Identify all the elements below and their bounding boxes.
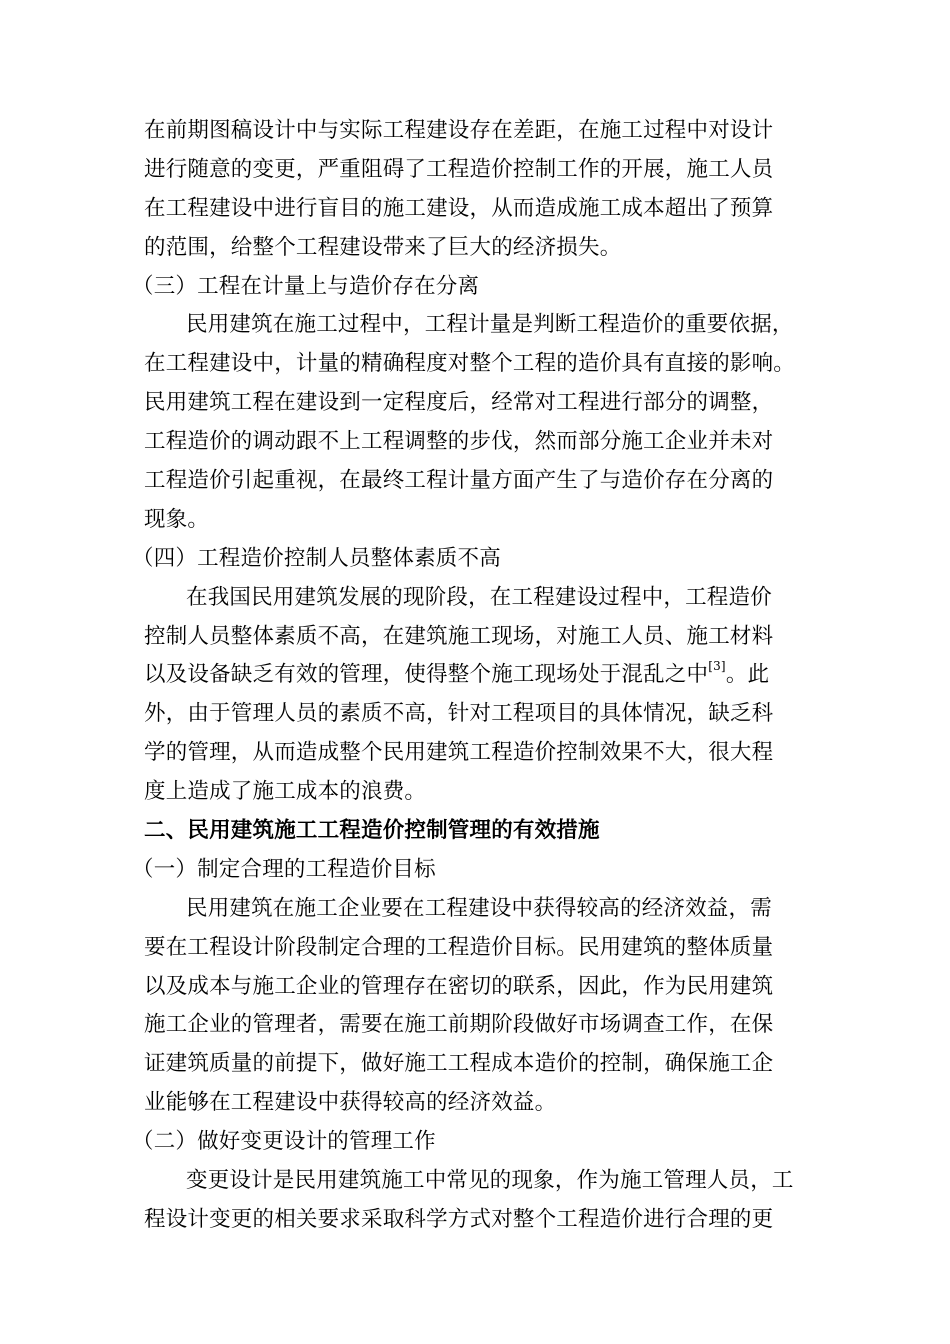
line-text: 在我国民用建筑发展的现阶段，在工程建设过程中，工程造价 [186, 584, 772, 610]
paragraph-line [144, 734, 812, 773]
line-text: 变更设计是民用建筑施工中常见的现象，作为施工管理人员，工 [186, 1168, 794, 1194]
line-text: 度上造成了施工成本的浪费。 [144, 779, 427, 805]
line-text: 以及成本与施工企业的管理存在密切的联系，因此，作为民用建筑 [144, 973, 774, 999]
paragraph-line [144, 151, 812, 190]
section-heading [144, 812, 812, 851]
line-text: 工程造价的调动跟不上工程调整的步伐，然而部分施工企业并未对 [144, 429, 774, 455]
line-text: 进行随意的变更，严重阻碍了工程造价控制工作的开展，施工人员 [144, 156, 774, 182]
line-text: 施工企业的管理者，需要在施工前期阶段做好市场调查工作，在保 [144, 1012, 774, 1038]
line-text: 学的管理，从而造成整个民用建筑工程造价控制效果不大，很大程 [144, 740, 774, 766]
line-text: 在工程建设中，计量的精确程度对整个工程的造价具有直接的影响。 [144, 351, 796, 377]
paragraph-line [144, 423, 812, 462]
paragraph-line [144, 1084, 812, 1123]
subsection-heading [132, 1123, 812, 1162]
subsection-heading [132, 851, 812, 890]
subsection-heading [132, 540, 812, 579]
line-text: （二）做好变更设计的管理工作 [132, 1129, 436, 1155]
subsection-heading [132, 268, 812, 307]
line-text: 控制人员整体素质不高，在建筑施工现场，对施工人员、施工材料 [144, 623, 774, 649]
citation-reference: [3] [708, 659, 726, 674]
line-text: （三）工程在计量上与造价存在分离 [132, 273, 480, 299]
line-text: 外，由于管理人员的素质不高，针对工程项目的具体情况，缺乏科 [144, 701, 774, 727]
line-text: 的范围，给整个工程建设带来了巨大的经济损失。 [144, 234, 622, 260]
paragraph-line [144, 890, 812, 929]
paragraph-line [144, 773, 812, 812]
paragraph-line [144, 190, 812, 229]
line-text: 现象。 [144, 506, 210, 532]
paragraph-line [144, 1162, 812, 1201]
paragraph-line [144, 229, 812, 268]
line-text: （四）工程造价控制人员整体素质不高 [132, 545, 501, 571]
paragraph-line [144, 656, 812, 695]
line-text: 民用建筑工程在建设到一定程度后，经常对工程进行部分的调整， [144, 390, 774, 416]
line-text: 程设计变更的相关要求采取科学方式对整个工程造价进行合理的更 [144, 1206, 774, 1232]
paragraph-line [144, 579, 812, 618]
paragraph-line [144, 1045, 812, 1084]
line-text: 民用建筑在施工企业要在工程建设中获得较高的经济效益，需 [186, 895, 772, 921]
line-text: 以及设备缺乏有效的管理，使得整个施工现场处于混乱之中 [144, 662, 709, 688]
paragraph-line [144, 501, 812, 540]
paragraph-line [144, 345, 812, 384]
line-text: 要在工程设计阶段制定合理的工程造价目标。民用建筑的整体质量 [144, 934, 774, 960]
line-text: 业能够在工程建设中获得较高的经济效益。 [144, 1090, 557, 1116]
line-text: 证建筑质量的前提下，做好施工工程成本造价的控制，确保施工企 [144, 1051, 774, 1077]
line-text: 在前期图稿设计中与实际工程建设存在差距，在施工过程中对设计 [144, 118, 774, 143]
paragraph-line [144, 306, 812, 345]
line-text: 民用建筑在施工过程中，工程计量是判断工程造价的重要依据， [186, 312, 794, 338]
line-text: （一）制定合理的工程造价目标 [132, 856, 436, 882]
line-text: 二、民用建筑施工工程造价控制管理的有效措施 [144, 818, 600, 844]
paragraph-line [144, 112, 812, 151]
paragraph-line [144, 618, 812, 657]
document-page [132, 112, 812, 1240]
paragraph-line [144, 462, 812, 501]
paragraph-line [144, 384, 812, 423]
paragraph-line [144, 968, 812, 1007]
paragraph-line [144, 1006, 812, 1045]
paragraph-line [144, 695, 812, 734]
paragraph-line [144, 929, 812, 968]
line-text: 在工程建设中进行盲目的施工建设，从而造成施工成本超出了预算 [144, 195, 774, 221]
line-text-continued: 。此 [725, 662, 770, 688]
line-text: 工程造价引起重视，在最终工程计量方面产生了与造价存在分离的 [144, 468, 774, 494]
paragraph-line [144, 1201, 812, 1240]
